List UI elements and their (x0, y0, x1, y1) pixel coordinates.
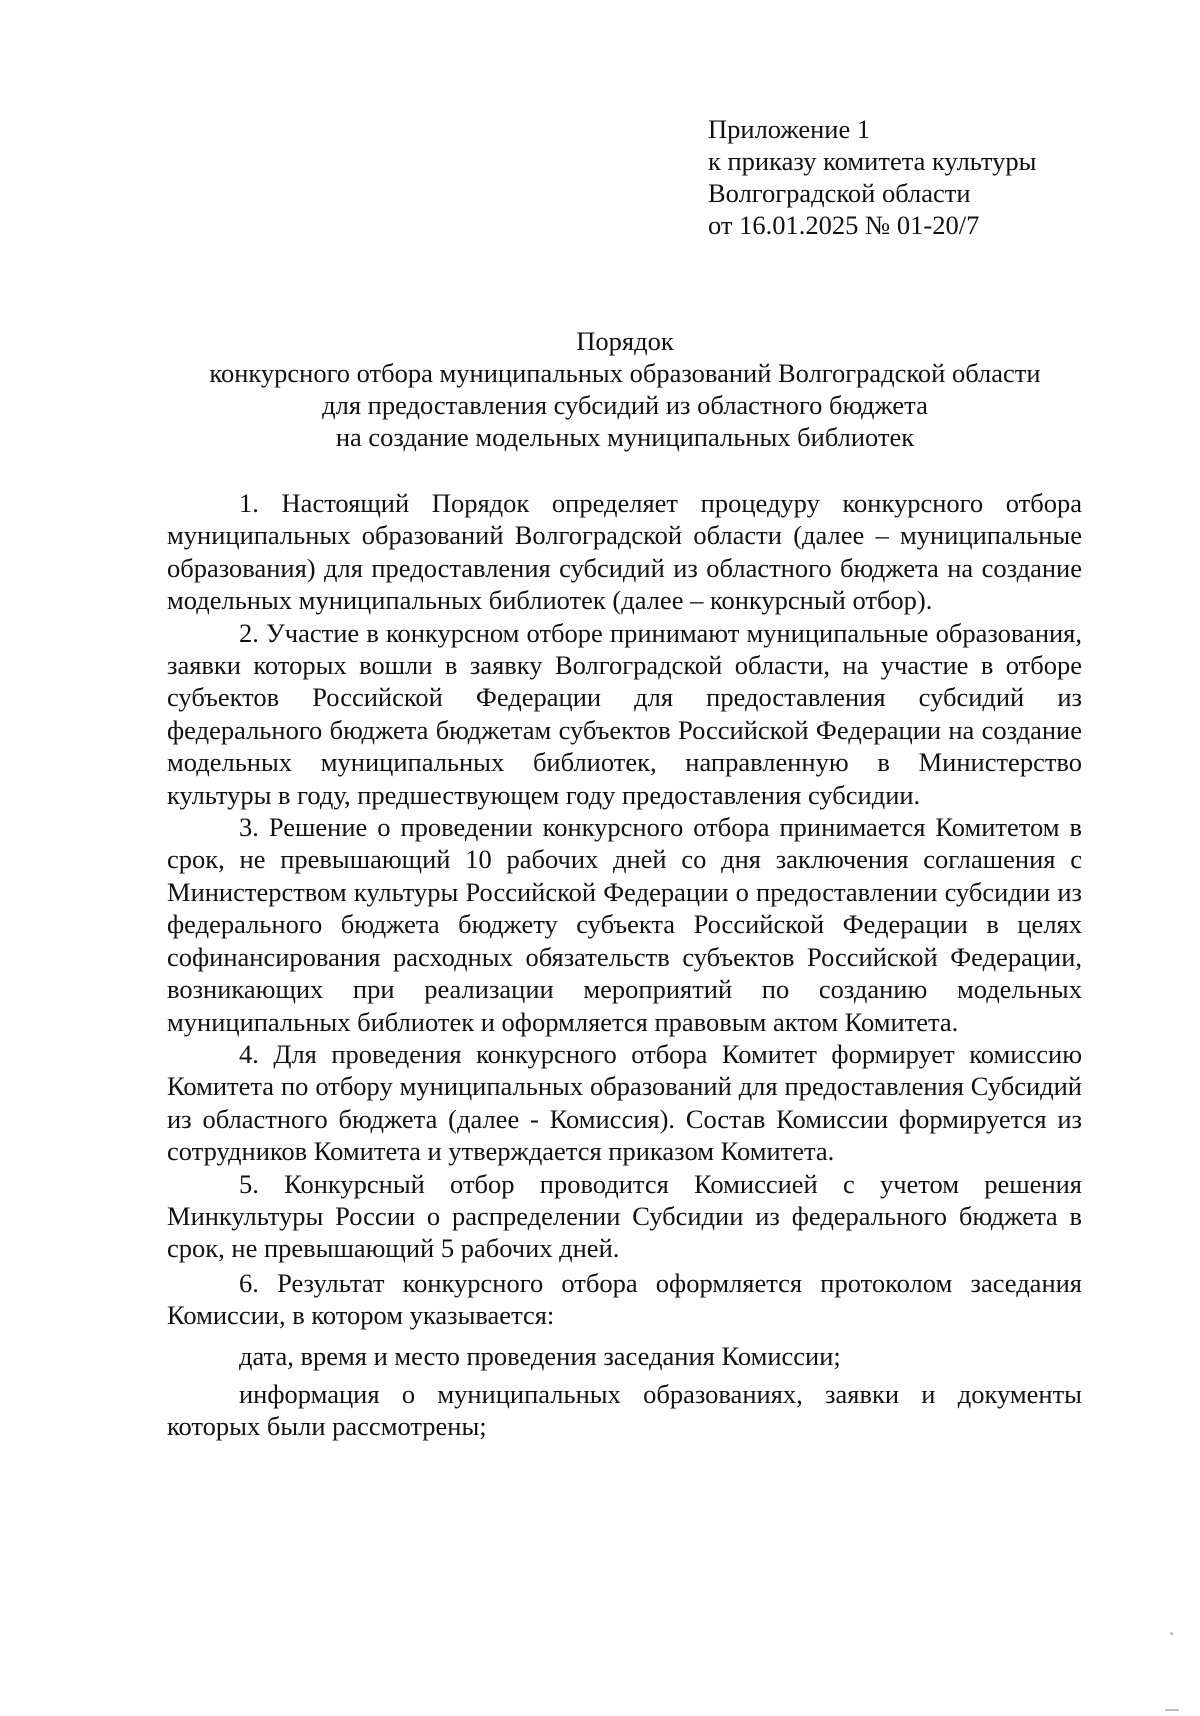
appendix-line: от 16.01.2025 № 01-20/7 (708, 210, 980, 240)
title-line: конкурсного отбора муниципальных образований Волгоградской области (209, 358, 1041, 388)
appendix-line: Волгоградской области (708, 178, 971, 208)
list-item: информация о муниципальных образованиях, заявки и документы которых были рассмотрены; (167, 1378, 1082, 1442)
paragraph-6: 6. Результат конкурсного отбора оформляется протоколом заседания Комиссии, в котором указывается: (167, 1267, 1082, 1331)
paragraph-3: 3. Решение о проведении конкурсного отбора принимается Комитетом в срок, не превышающий 10 рабочих дней со дня заключения соглашения с Министерством культуры Российской Федерации о предоставлении субсидии из федерального бюджета бюджету субъекта Российской Федерации в целях софинансирования расходных обязательств субъектов Российской Федерации, возникающих при реализации мероприятий по созданию модельных муниципальных библиотек и оформляется правовым актом Комитета. (167, 812, 1082, 1037)
paragraph-5: 5. Конкурсный отбор проводится Комиссией с учетом решения Минкультуры России о распределении Субсидии из федерального бюджета в срок, не превышающий 5 рабочих дней. (167, 1168, 1082, 1264)
document-title (150, 325, 1100, 453)
appendix-line: к приказу комитета культуры (708, 146, 1037, 176)
paragraph-2: 2. Участие в конкурсном отборе принимают муниципальные образования, заявки которых вошли в заявку Волгоградской области, на участие в отборе субъектов Российской Федерации для предоставления субсидий из федерального бюджета бюджетам субъектов Российской Федерации на создание модельных муниципальных библиотек, направленную в Министерство культуры в году, предшествующем году предоставления субсидии. (167, 617, 1082, 810)
appendix-line: Приложение 1 (708, 114, 871, 144)
title-line: для предоставления субсидий из областного бюджета (322, 390, 928, 420)
scan-speck (1165, 1709, 1179, 1711)
paragraph-4: 4. Для проведения конкурсного отбора Комитет формирует комиссию Комитета по отбору муниципальных образований для предоставления Субсидий из областного бюджета (далее - Комиссия). Состав Комиссии формируется из сотрудников Комитета и утверждается приказом Комитета. (167, 1038, 1082, 1167)
title-line: Порядок (576, 326, 674, 356)
appendix-header (708, 113, 1036, 241)
paragraph-1: 1. Настоящий Порядок определяет процедуру конкурсного отбора муниципальных образований Волгоградской области (далее – муниципальные образования) для предоставления субсидий из областного бюджета на создание модельных муниципальных библиотек (далее – конкурсный отбор). (167, 488, 1082, 616)
document-body (167, 487, 1082, 1443)
list-item: дата, время и место проведения заседания Комиссии; (239, 1340, 841, 1371)
scan-speck (1170, 1632, 1173, 1635)
title-line: на создание модельных муниципальных библиотек (335, 422, 915, 452)
